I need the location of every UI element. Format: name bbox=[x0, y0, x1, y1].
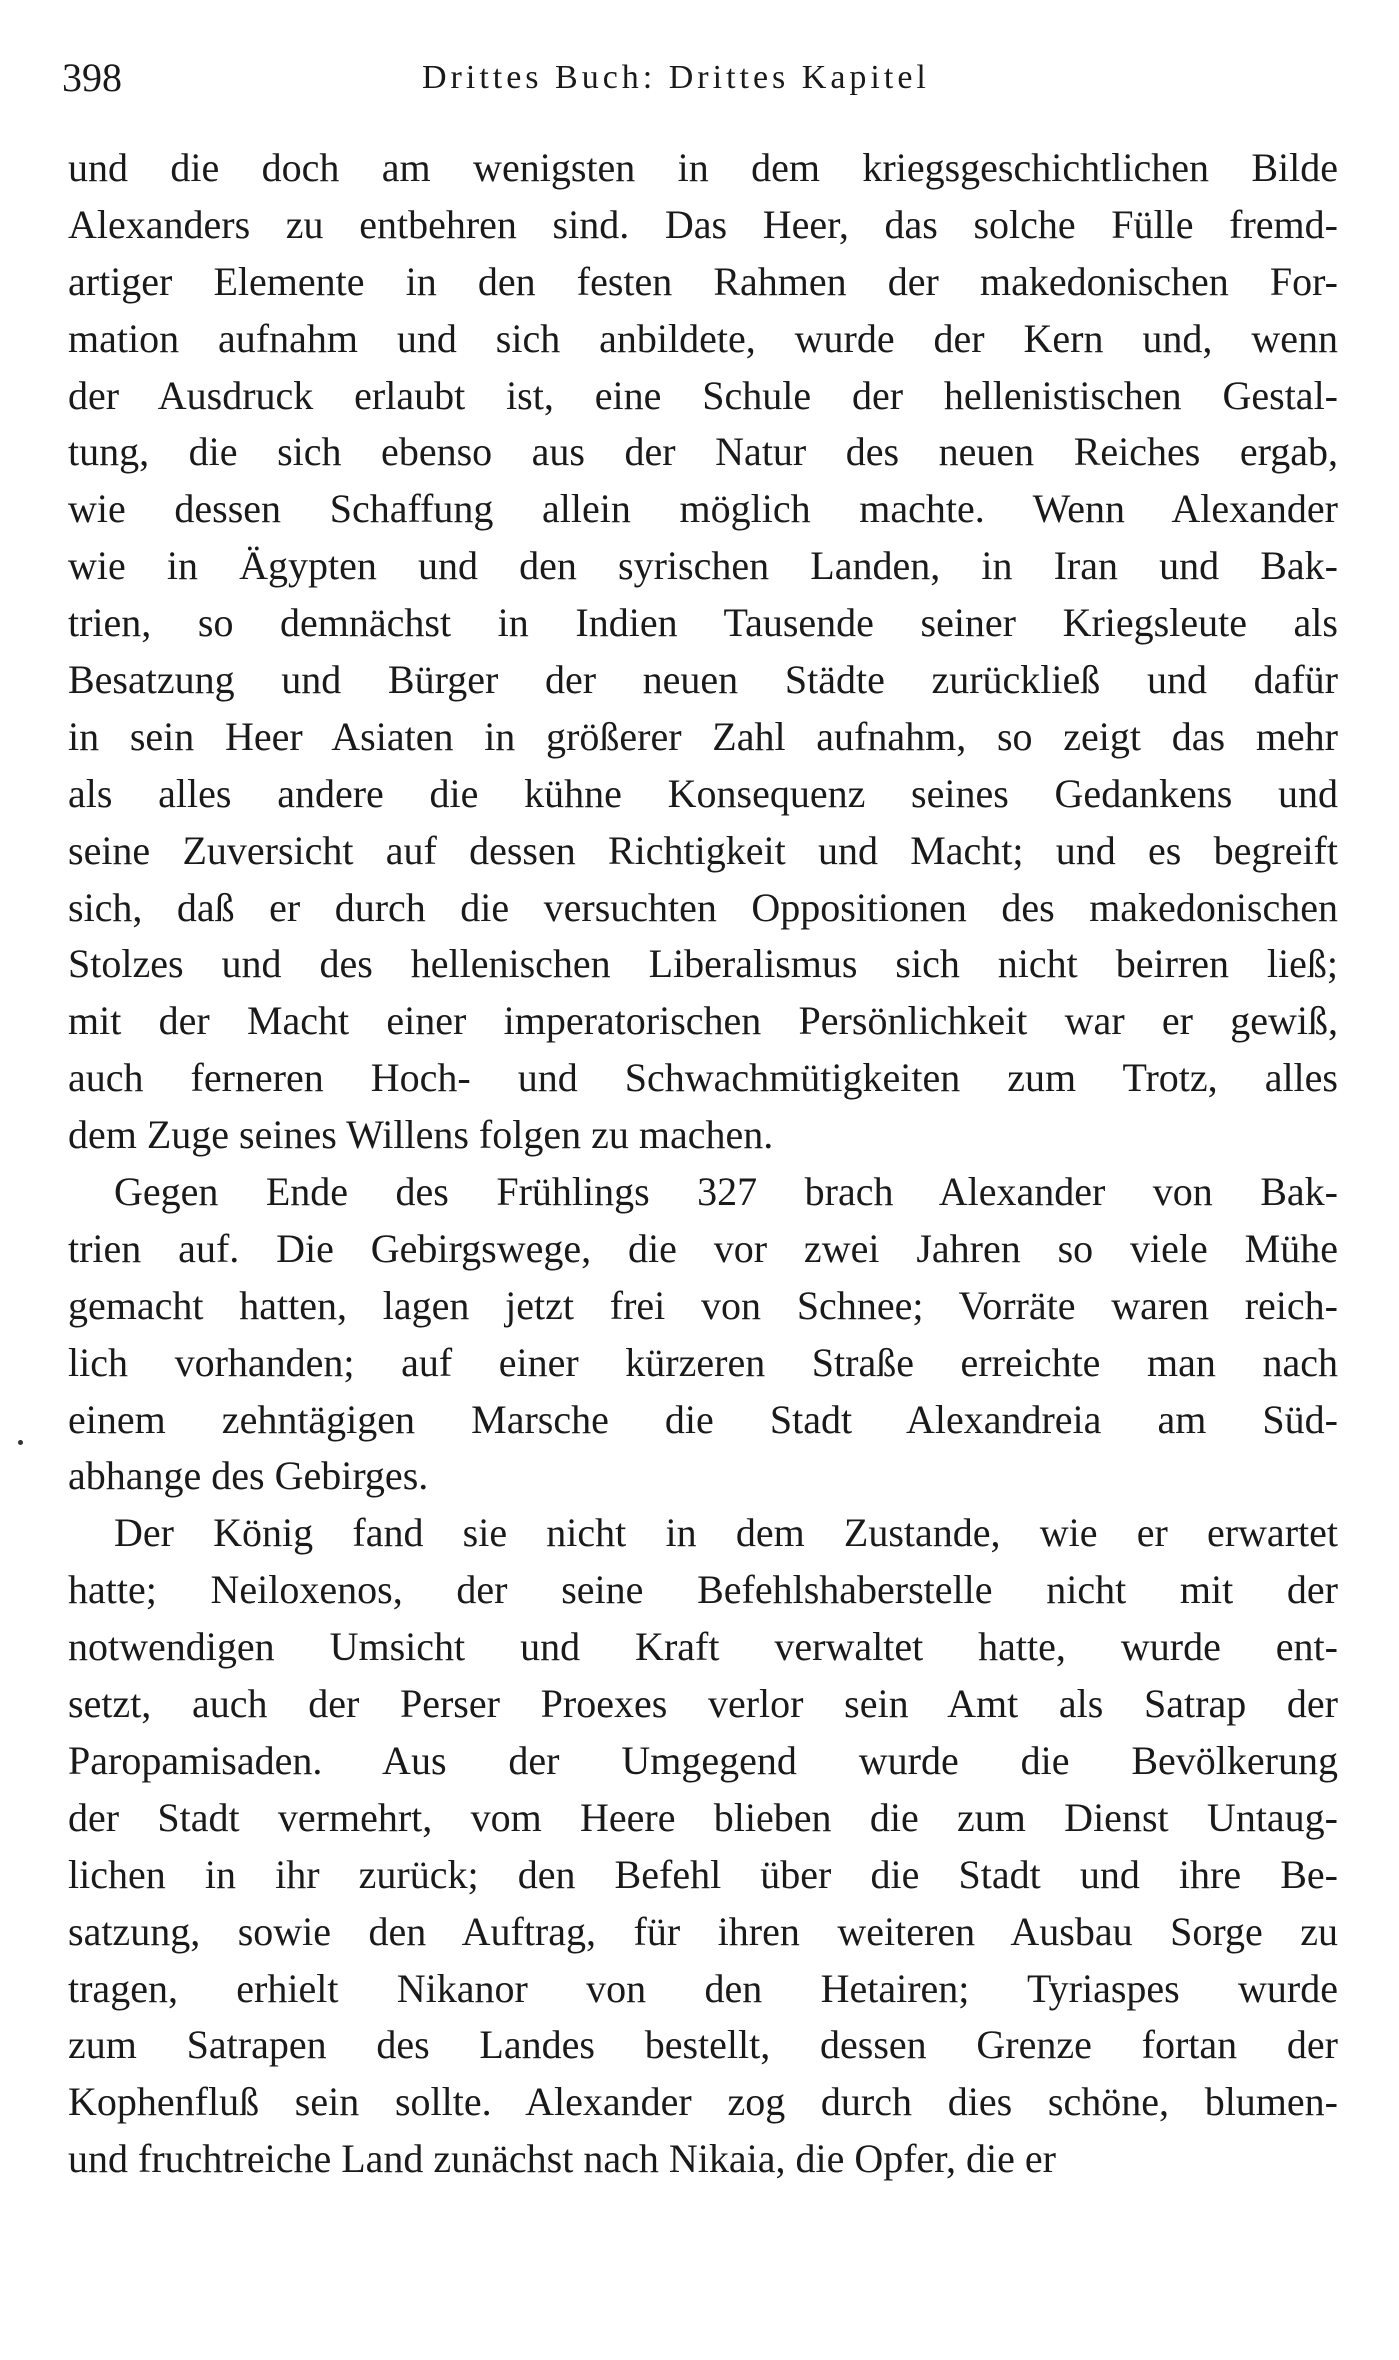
text-line: tung, die sich ebenso aus der Natur des neuen Reiches ergab, bbox=[68, 429, 1338, 475]
text-line: notwendigen Umsicht und Kraft verwaltet hatte, wurde ent- bbox=[68, 1624, 1338, 1670]
text-line: artiger Elemente in den festen Rahmen der makedonischen For- bbox=[68, 258, 1338, 304]
text-line: Besatzung und Bürger der neuen Städte zurückließ und dafür bbox=[68, 657, 1338, 703]
text-line: abhange des Gebirges. bbox=[68, 1453, 429, 1499]
text-line: Der König fand sie nicht in dem Zustande, wie er erwartet bbox=[114, 1510, 1338, 1556]
text-line: trien, so demnächst in Indien Tausende seiner Kriegsleute als bbox=[68, 600, 1338, 646]
body-text bbox=[68, 140, 1338, 2188]
margin-speck bbox=[18, 1440, 23, 1445]
text-line: trien auf. Die Gebirgswege, die vor zwei Jahren so viele Mühe bbox=[68, 1225, 1338, 1271]
text-line: dem Zuge seines Willens folgen zu machen. bbox=[68, 1112, 774, 1158]
text-line: als alles andere die kühne Konsequenz seines Gedankens und bbox=[68, 770, 1338, 816]
text-line: wie in Ägypten und den syrischen Landen, in Iran und Bak- bbox=[68, 543, 1338, 589]
page-number: 398 bbox=[62, 55, 122, 100]
text-line: hatte; Neiloxenos, der seine Befehlshaberstelle nicht mit der bbox=[68, 1567, 1338, 1613]
text-line: Alexanders zu entbehren sind. Das Heer, das solche Fülle fremd- bbox=[68, 201, 1338, 247]
text-line: mation aufnahm und sich anbildete, wurde der Kern und, wenn bbox=[68, 315, 1338, 361]
running-head: Drittes Buch: Drittes Kapitel bbox=[422, 59, 930, 96]
paragraph bbox=[68, 1164, 1338, 1505]
text-line: einem zehntägigen Marsche die Stadt Alexandreia am Süd- bbox=[68, 1396, 1338, 1442]
text-line: und fruchtreiche Land zunächst nach Nikaia, die Opfer, die er bbox=[68, 2136, 1056, 2182]
text-line: wie dessen Schaffung allein möglich machte. Wenn Alexander bbox=[68, 486, 1338, 532]
paragraph bbox=[68, 140, 1338, 1164]
page-header bbox=[62, 48, 1342, 108]
text-line: Kophenfluß sein sollte. Alexander zog durch dies schöne, blumen- bbox=[68, 2079, 1338, 2125]
text-line: auch ferneren Hoch- und Schwachmütigkeiten zum Trotz, alles bbox=[68, 1055, 1338, 1101]
text-line: lich vorhanden; auf einer kürzeren Straße erreichte man nach bbox=[68, 1339, 1338, 1385]
text-line: setzt, auch der Perser Proexes verlor sein Amt als Satrap der bbox=[68, 1681, 1338, 1727]
text-line: Stolzes und des hellenischen Liberalismus sich nicht beirren ließ; bbox=[68, 941, 1338, 987]
text-line: Gegen Ende des Frühlings 327 brach Alexander von Bak- bbox=[114, 1169, 1338, 1215]
text-line: lichen in ihr zurück; den Befehl über die Stadt und ihre Be- bbox=[68, 1851, 1338, 1897]
text-line: zum Satrapen des Landes bestellt, dessen Grenze fortan der bbox=[68, 2022, 1338, 2068]
text-line: der Ausdruck erlaubt ist, eine Schule der hellenistischen Gestal- bbox=[68, 372, 1338, 418]
text-line: mit der Macht einer imperatorischen Persönlichkeit war er gewiß, bbox=[68, 998, 1338, 1044]
text-line: satzung, sowie den Auftrag, für ihren weiteren Ausbau Sorge zu bbox=[68, 1908, 1338, 1954]
text-line: Paropamisaden. Aus der Umgegend wurde die Bevölkerung bbox=[68, 1737, 1338, 1783]
text-line: gemacht hatten, lagen jetzt frei von Schnee; Vorräte waren reich- bbox=[68, 1282, 1338, 1328]
text-line: der Stadt vermehrt, vom Heere blieben die zum Dienst Untaug- bbox=[68, 1794, 1338, 1840]
text-line: tragen, erhielt Nikanor von den Hetairen; Tyriaspes wurde bbox=[68, 1965, 1338, 2011]
text-line: und die doch am wenigsten in dem kriegsgeschichtlichen Bilde bbox=[68, 145, 1338, 190]
text-line: sich, daß er durch die versuchten Oppositionen des makedonischen bbox=[68, 884, 1338, 930]
paragraph bbox=[68, 1505, 1338, 2188]
text-line: in sein Heer Asiaten in größerer Zahl aufnahm, so zeigt das mehr bbox=[68, 713, 1338, 759]
text-line: seine Zuversicht auf dessen Richtigkeit und Macht; und es begreift bbox=[68, 827, 1338, 873]
